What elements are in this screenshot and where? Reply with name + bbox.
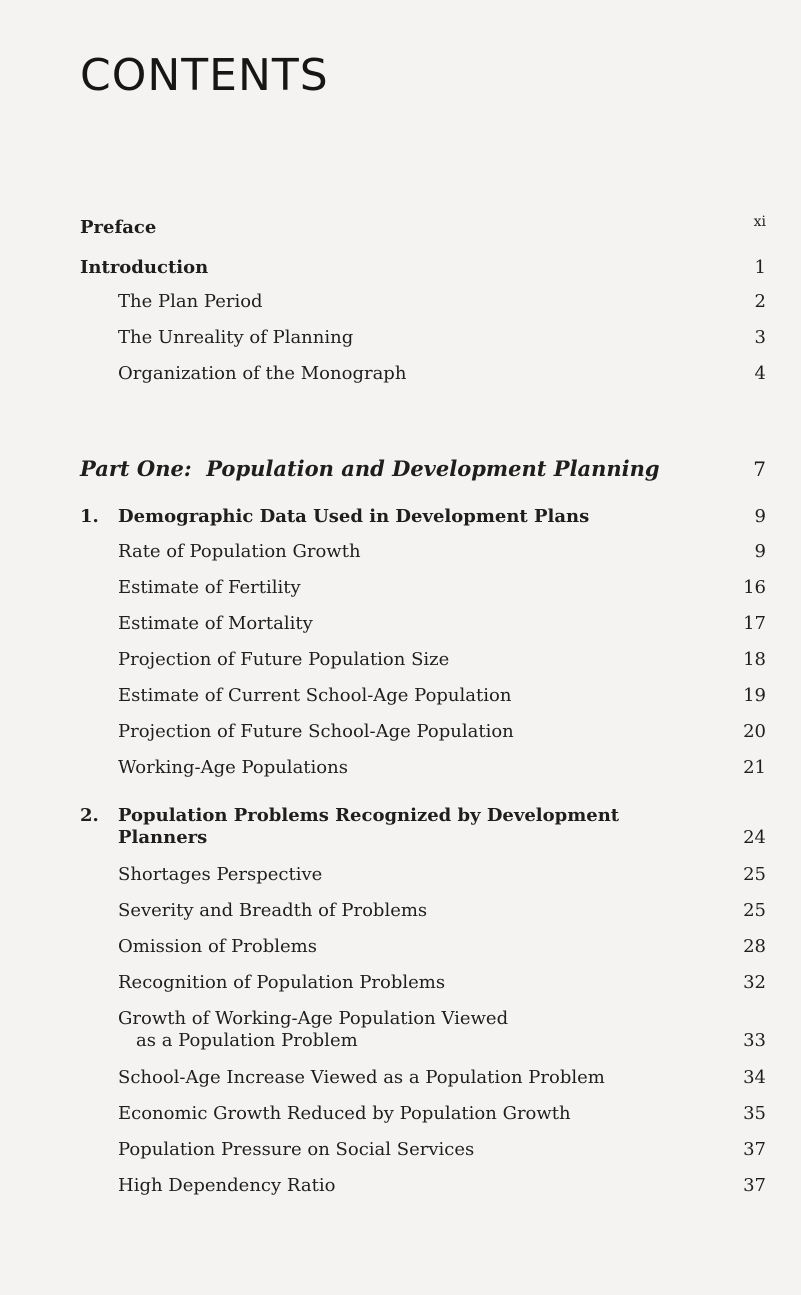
toc-page-number: 19	[743, 685, 766, 706]
toc-page-number: 20	[743, 721, 766, 742]
toc-page-number: 25	[743, 864, 766, 885]
toc-page-number: 9	[754, 541, 766, 562]
toc-page-number: 34	[743, 1067, 766, 1088]
toc-page-number: 25	[743, 900, 766, 921]
toc-label: Part One: Population and Development Planning	[80, 456, 660, 481]
toc-label: Omission of Problems	[118, 936, 317, 957]
toc-page-number: 24	[743, 827, 766, 848]
toc-page-number: 32	[743, 972, 766, 993]
chapter-number: 1.	[80, 506, 99, 527]
toc-page-number: 37	[743, 1139, 766, 1160]
toc-page-number: 3	[754, 327, 766, 348]
toc-label-line-2: as a Population Problem	[136, 1030, 358, 1051]
toc-label-line-1: Population Problems Recognized by Development	[118, 805, 620, 826]
toc-label: Population Pressure on Social Services	[118, 1139, 475, 1160]
toc-page-number: 17	[743, 613, 766, 634]
chapter-number: 2.	[80, 805, 99, 826]
page-title: CONTENTS	[80, 50, 329, 101]
toc-label-line-2: Planners	[118, 827, 208, 848]
toc-page-number: 35	[743, 1103, 766, 1124]
toc-label: Severity and Breadth of Problems	[118, 900, 428, 921]
toc-label: Introduction	[80, 257, 209, 278]
toc-page-number: 16	[743, 577, 766, 598]
toc-page-number: xi	[753, 214, 766, 230]
toc-page-number: 1	[754, 257, 766, 278]
toc-label: Projection of Future Population Size	[118, 649, 450, 670]
toc-label-line-1: Growth of Working-Age Population Viewed	[118, 1008, 509, 1029]
toc-label: Organization of the Monograph	[118, 363, 407, 384]
toc-page-number: 28	[743, 936, 766, 957]
toc-label: Demographic Data Used in Development Plans	[118, 506, 590, 527]
toc-label: The Unreality of Planning	[118, 327, 354, 348]
toc-page-number: 21	[743, 757, 766, 778]
toc-label: Estimate of Fertility	[118, 577, 301, 598]
toc-label: Recognition of Population Problems	[118, 972, 446, 993]
toc-label: Estimate of Mortality	[118, 613, 313, 634]
toc-label: Preface	[80, 217, 157, 238]
toc-page-number: 2	[754, 291, 766, 312]
toc-label: Shortages Perspective	[118, 864, 323, 885]
toc-label: The Plan Period	[118, 291, 263, 312]
toc-label: Economic Growth Reduced by Population Growth	[118, 1103, 571, 1124]
toc-label: Projection of Future School-Age Population	[118, 721, 514, 742]
toc-page-number: 9	[754, 506, 766, 527]
toc-page-number: 33	[743, 1030, 766, 1051]
toc-page-number: 7	[753, 457, 766, 481]
toc-label: Working-Age Populations	[118, 757, 348, 778]
toc-label: Estimate of Current School-Age Population	[118, 685, 512, 706]
toc-label: School-Age Increase Viewed as a Population Problem	[118, 1067, 605, 1088]
toc-entry-chapter-2[interactable]	[0, 804, 801, 852]
toc-page-number: 4	[754, 363, 766, 384]
toc-entry[interactable]	[0, 1007, 801, 1055]
toc-label: Rate of Population Growth	[118, 541, 361, 562]
toc-page-number: 18	[743, 649, 766, 670]
toc-page-number: 37	[743, 1175, 766, 1196]
toc-label: High Dependency Ratio	[118, 1175, 336, 1196]
